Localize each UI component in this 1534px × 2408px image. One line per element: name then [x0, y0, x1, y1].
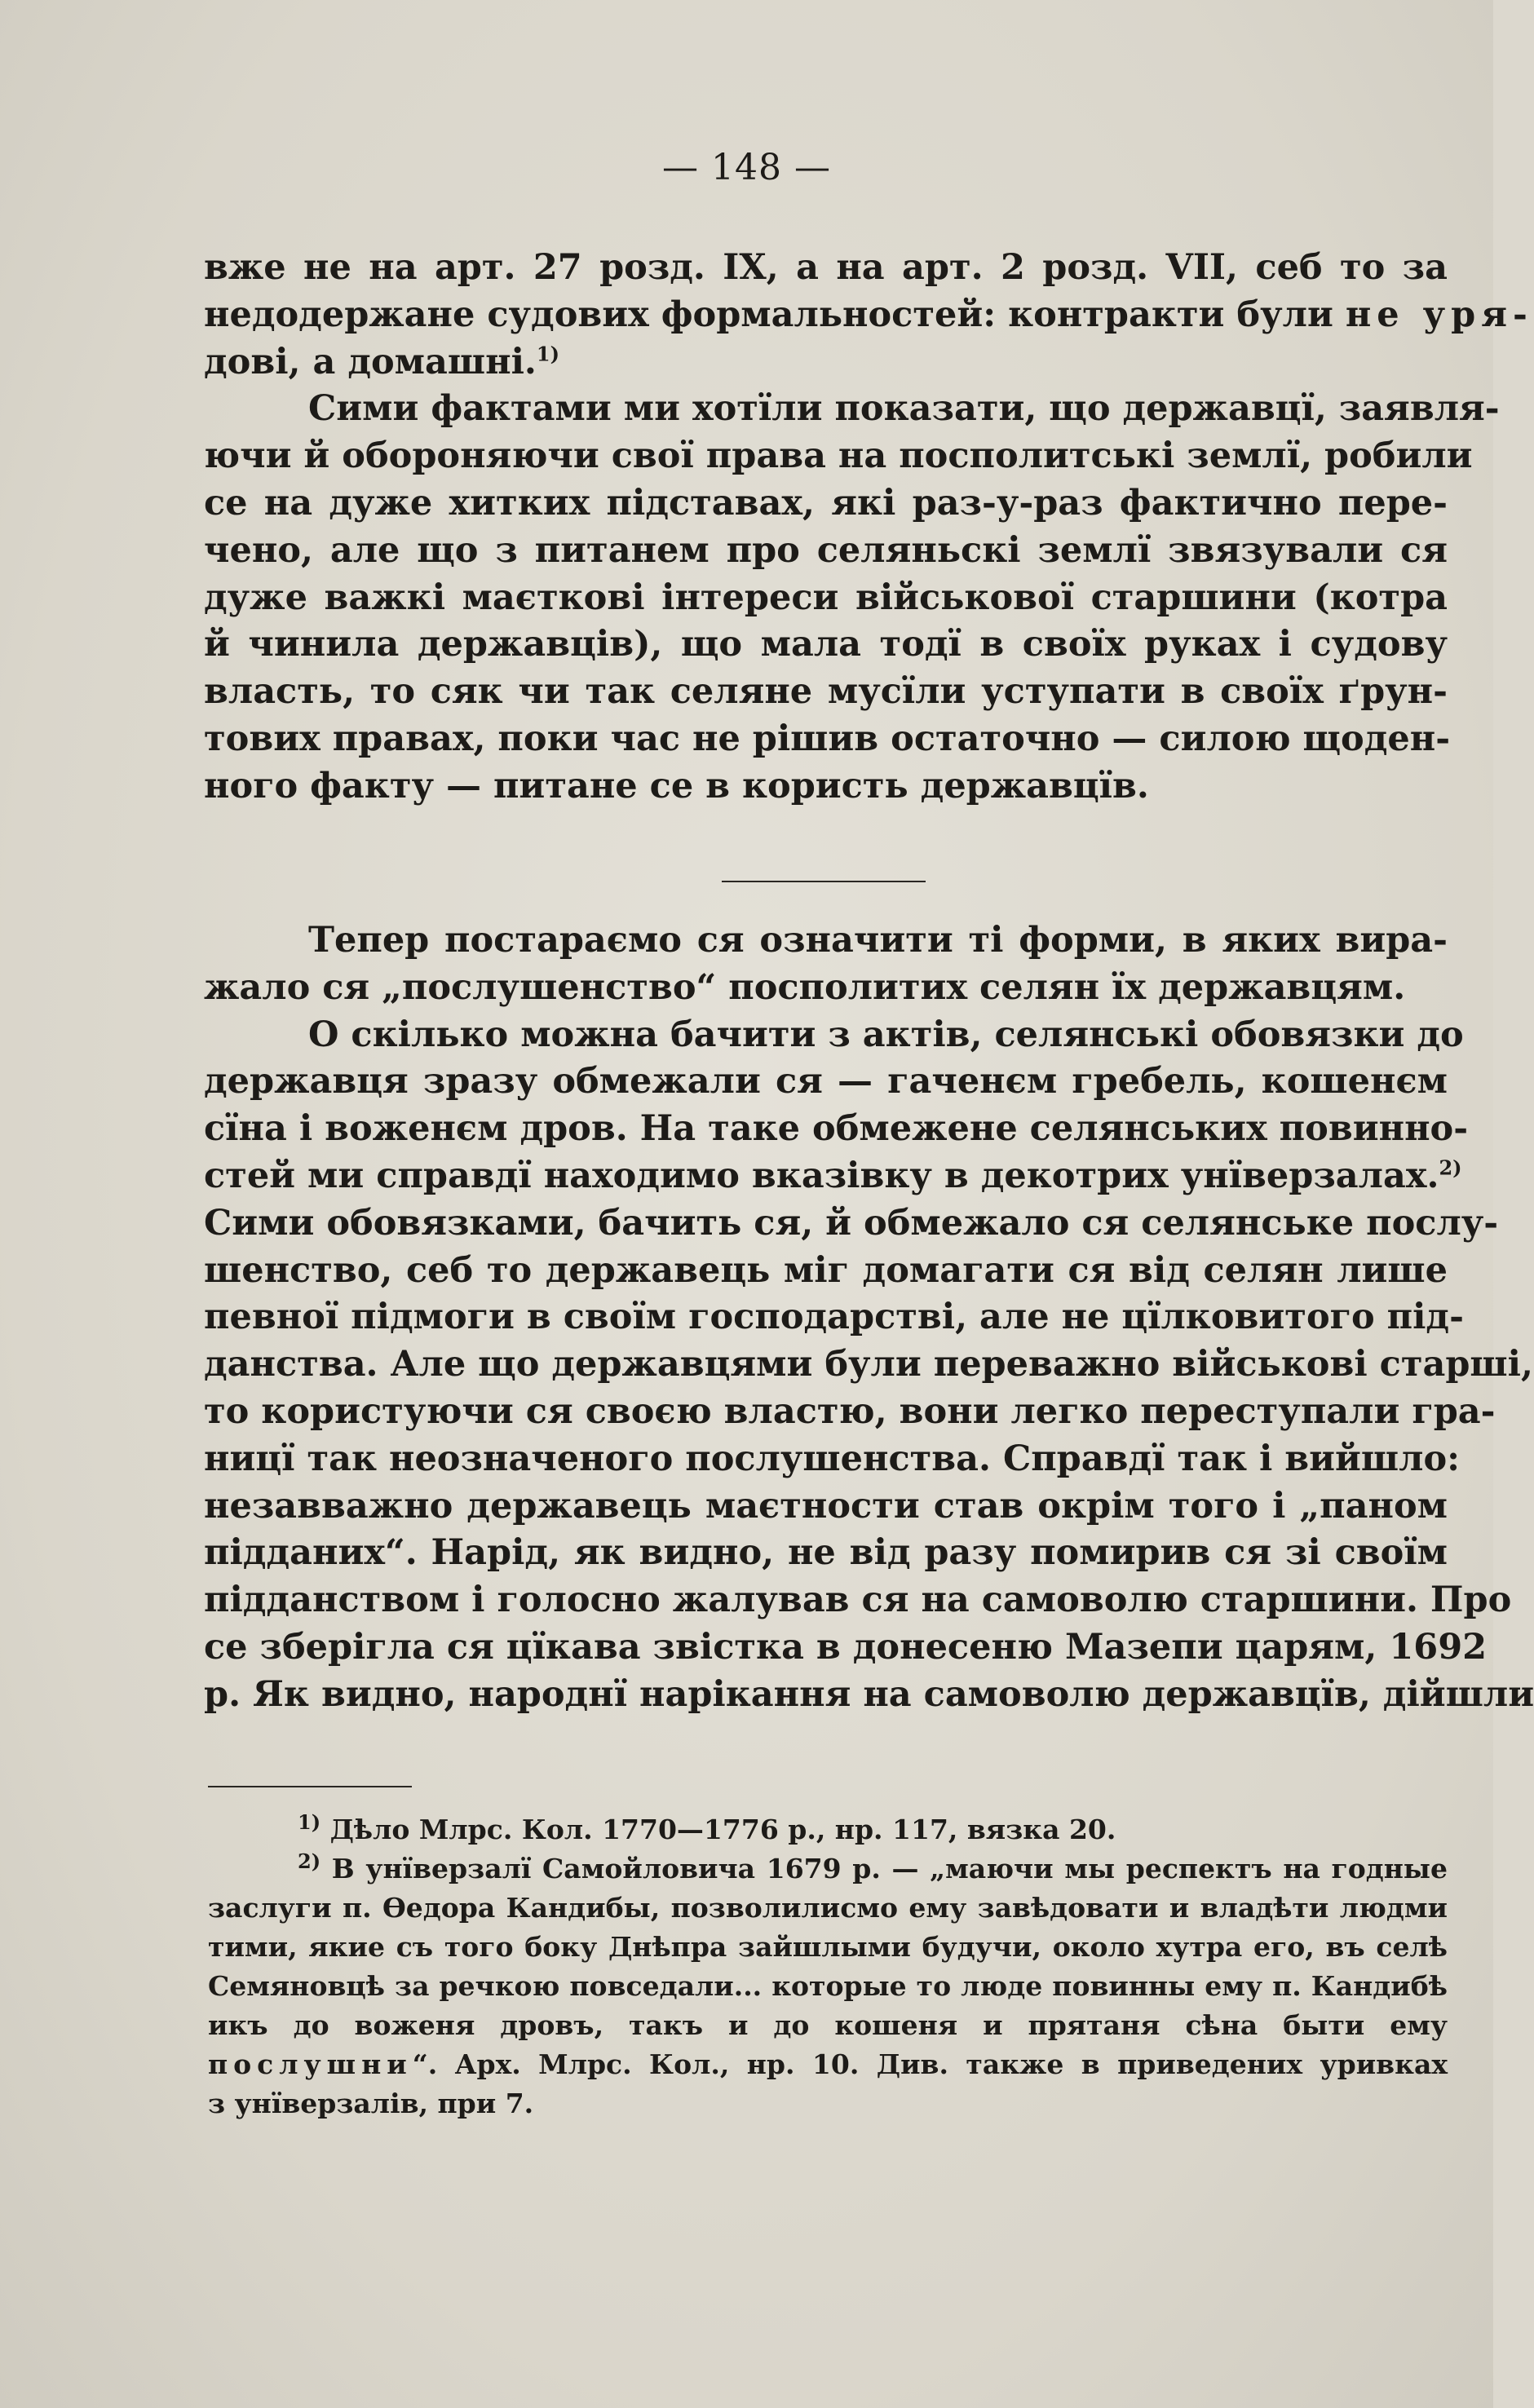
text-line: стей ми справдї находимо вказівку в декотрих унїверзалах.$^{2)}$ [204, 1155, 1462, 1196]
text-line: жало ся „послушенство“ посполитих селян їх державцям. [204, 966, 1406, 1008]
text-line: тових правах, поки час не рішив остаточно — силою щоден- [204, 718, 1451, 759]
text-line: чено, але що з питанем про селяньскі землї звязували ся [204, 529, 1448, 571]
footnote-number: 2) [298, 1849, 321, 1873]
text-line: дові, а домашні.$^{1)}$ [204, 341, 559, 382]
footnote-line: з унїверзалів, при 7. [208, 2088, 534, 2119]
footnote-line: $^{1)}$ Дѣло Млрс. Кол. 1770—1776 р., нр. 117, вязка 20. [298, 1810, 1116, 1845]
footnotes [208, 1810, 1448, 2123]
footnote-mark: 2) [1439, 1155, 1462, 1180]
text-line: р. Як видно, народнї нарікання на самоволю державцїв, дійшли [204, 1673, 1534, 1715]
text-line: дуже важкі маєткові інтереси військової старшини (котра [204, 577, 1448, 618]
text-line: й чинила державців), що мала тодї в своїх руках і судову [204, 624, 1448, 665]
footnote-1 [208, 1810, 1448, 1849]
text-line: недодержане судових формальностей: контракти були не уря- [204, 294, 1533, 335]
footnote-line: Семяновцѣ за речкою повседали... которые то люде повинны ему п. Кандибѣ [208, 1970, 1448, 2002]
text-line: ницї так неозначеного послушенства. Справдї так і вийшло: [204, 1438, 1461, 1479]
text-line: сїна і воженєм дров. На таке обмежене селянських повинно- [204, 1108, 1469, 1150]
text-line: підданством і голосно жалував ся на самоволю старшини. Про [204, 1580, 1512, 1621]
text-block-top [204, 245, 1533, 811]
paragraph [204, 917, 1448, 1012]
footnote-line: заслуги п. Өедора Кандибы, позволилисмо ему завѣдовати и владѣти людми [208, 1892, 1448, 1924]
text-line: певної підмоги в своїм господарстві, але не цїлковитого під- [204, 1297, 1464, 1338]
footnote-separator [208, 1786, 412, 1787]
text-line: державця зразу обмежали ся — гаченєм гребель, кошенєм [204, 1061, 1448, 1102]
text-line: власть, то сяк чи так селяне мусїли уступати в своїх ґрун- [204, 671, 1448, 713]
text-line: ючи й обороняючи свої права на посполитські землї, робили [204, 435, 1473, 477]
text-line: Сими обовязками, бачить ся, й обмежало ся селянське послу- [204, 1202, 1499, 1244]
paragraph-continuation [204, 245, 1533, 386]
text-line: вже не на арт. 27 розд. IX, а на арт. 2 розд. VII, себ то за [204, 247, 1448, 288]
text-line: се зберігла ся цїкава звістка в донесеню Мазепи царям, 1692 [204, 1626, 1488, 1668]
footnote-line: икъ до воженя дровъ, такъ и до кошеня и прятаня сѣна быти ему [208, 2009, 1448, 2041]
paragraph [204, 386, 1500, 810]
spaced-text: послушни [208, 2048, 413, 2080]
text-line: ного факту — питане се в користь державцїв. [204, 765, 1149, 806]
spaced-text: не уря- [1345, 294, 1533, 335]
text-line: данства. Але що державцями були переважно військові старші, [204, 1344, 1533, 1385]
paragraph [204, 1012, 1534, 1719]
footnote-2 [208, 1849, 1448, 2123]
text-line: Сими фактами ми хотїли показати, що державцї, заявля- [308, 388, 1500, 430]
footnote-mark: 1) [536, 342, 559, 366]
text-line: незавважно державець маєтности став окрім того і „паном [204, 1485, 1448, 1527]
footnote-line: $^{2)}$ В унїверзалї Самойловича 1679 р. — „маючи мы респектъ на годные [298, 1849, 1448, 1884]
text-line: О скілько можна бачити з актів, селянські обовязки до [308, 1014, 1464, 1055]
text-line: се на дуже хитких підставах, які раз-у-раз фактично пере- [204, 482, 1448, 524]
section-separator [722, 881, 926, 882]
text-line: Тепер постараємо ся означити ті форми, в яких вира- [308, 920, 1448, 961]
text-line: то користуючи ся своєю властю, вони легко переступали гра- [204, 1390, 1496, 1432]
text-line: шенство, себ то державець міг домагати ся від селян лише [204, 1249, 1448, 1291]
footnote-number: 1) [298, 1810, 321, 1834]
text-block-middle [204, 917, 1534, 1719]
footnote-line: послушни“. Арх. Млрс. Кол., нр. 10. Див. также в приведених уривках [208, 2048, 1448, 2080]
page-number: — 148 — [662, 147, 831, 188]
footnote-line: тими, якие съ того боку Днѣпра зайшлыми будучи, около хутра его, въ селѣ [208, 1931, 1448, 1963]
text-line: підданих“. Нарід, як видно, не від разу помирив ся зі своїм [204, 1532, 1448, 1574]
